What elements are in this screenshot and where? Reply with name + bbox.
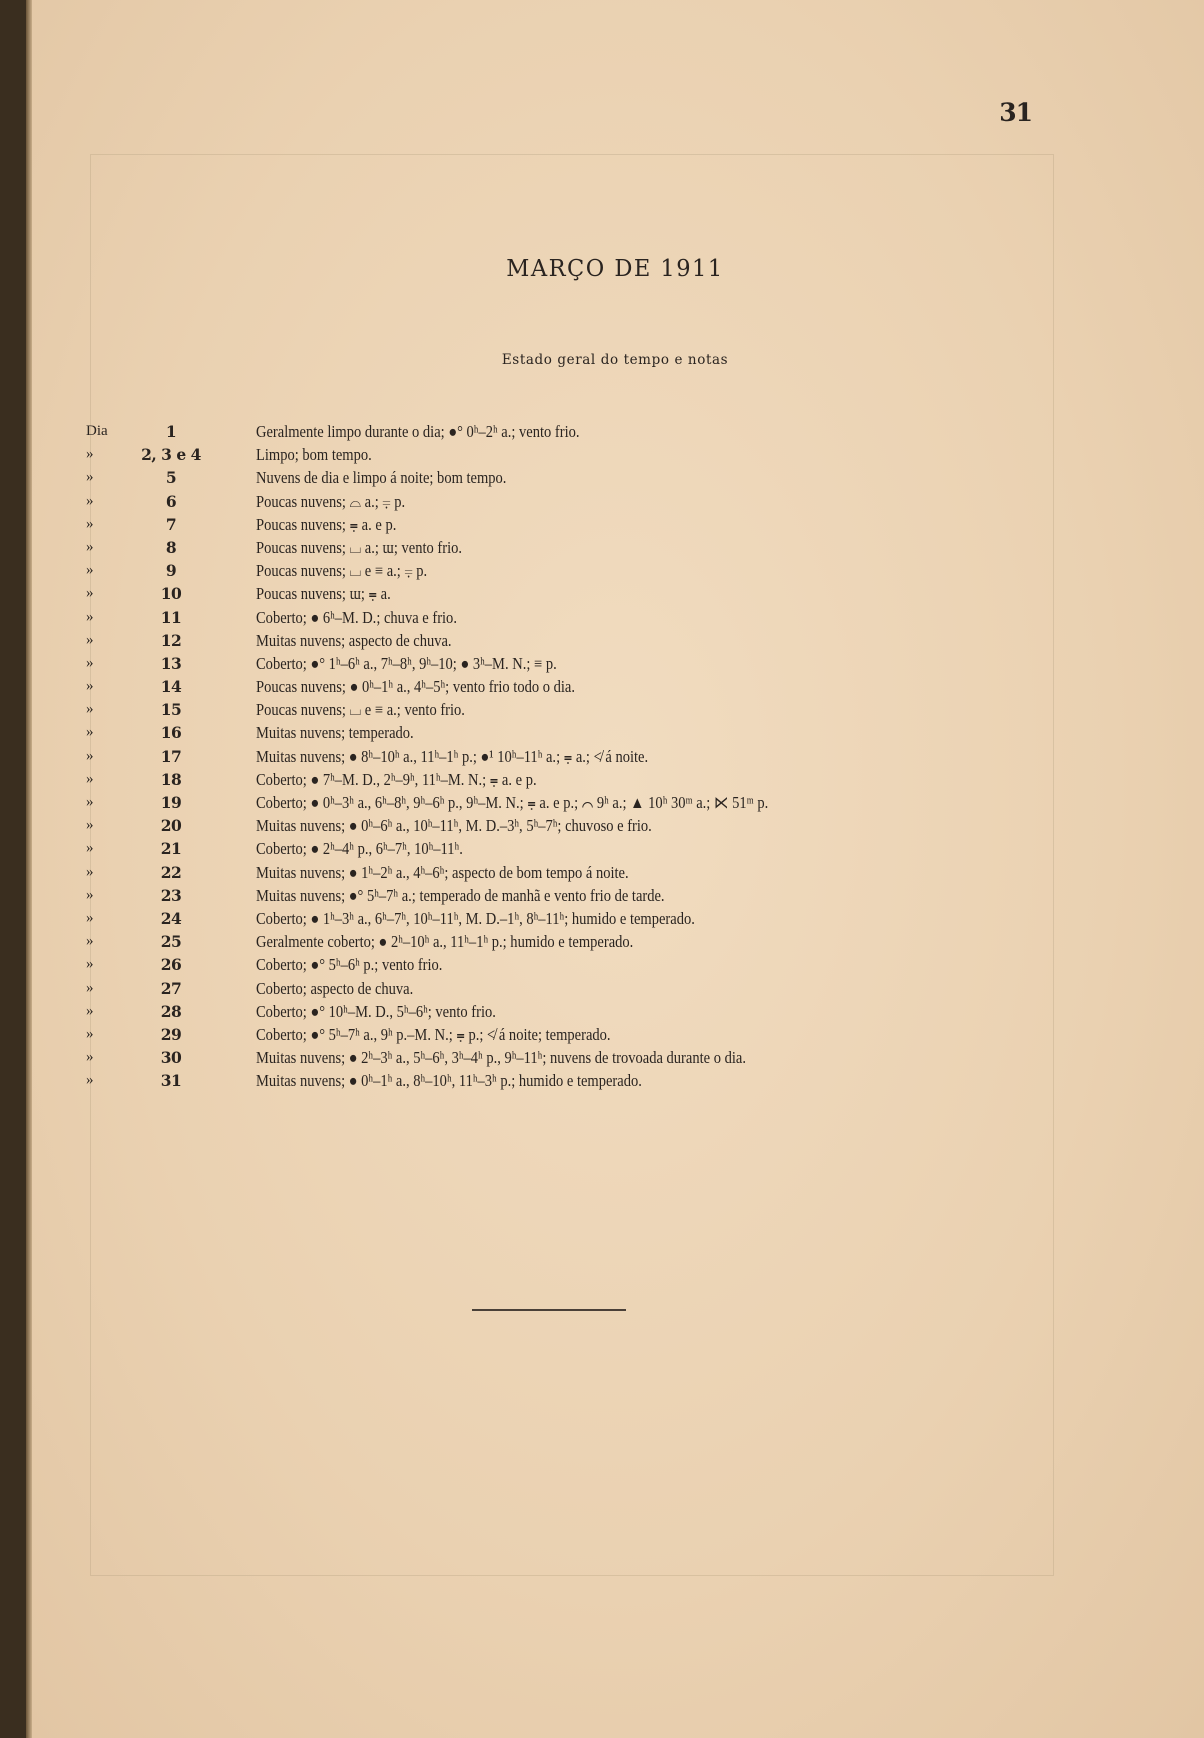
day-number: 27 xyxy=(160,978,182,998)
day-prefix: » xyxy=(86,538,94,555)
weather-note: Poucas nuvens; ⌴ e ≡ a.; ⩦ p. xyxy=(256,561,428,581)
weather-note: Muitas nuvens; ● 1ʰ–2ʰ a., 4ʰ–6ʰ; aspecto de bom tempo á noite. xyxy=(256,862,629,882)
list-item xyxy=(86,606,1046,629)
list-item xyxy=(86,1069,1046,1092)
day-prefix: » xyxy=(86,747,94,764)
list-item xyxy=(86,1046,1046,1069)
day-prefix: » xyxy=(86,863,94,880)
day-prefix: Dia xyxy=(86,423,108,439)
weather-note: Muitas nuvens; ● 0ʰ–1ʰ a., 8ʰ–10ʰ, 11ʰ–3ʰ p.; humido e temperado. xyxy=(256,1071,642,1091)
list-item xyxy=(86,490,1046,513)
list-item xyxy=(86,466,1046,489)
day-number: 17 xyxy=(160,746,182,766)
day-prefix: » xyxy=(86,585,94,602)
list-item xyxy=(86,721,1046,744)
day-prefix: » xyxy=(86,701,94,718)
document-page xyxy=(26,0,1204,1738)
list-item xyxy=(86,582,1046,605)
list-item xyxy=(86,884,1046,907)
weather-note: Coberto; aspecto de chuva. xyxy=(256,978,414,998)
day-number: 6 xyxy=(165,491,177,511)
page-number: 31 xyxy=(999,98,1032,127)
weather-note: Coberto; ● 6ʰ–M. D.; chuva e frio. xyxy=(256,607,457,627)
day-prefix: » xyxy=(86,562,94,579)
day-prefix: » xyxy=(86,654,94,671)
day-number: 12 xyxy=(160,630,182,650)
day-number: 21 xyxy=(160,839,182,859)
day-number: 1 xyxy=(165,422,177,441)
list-item xyxy=(86,629,1046,652)
list-item xyxy=(86,768,1046,791)
weather-note: Poucas nuvens; ⌴ e ≡ a.; vento frio. xyxy=(256,700,465,720)
list-item xyxy=(86,698,1046,721)
list-item xyxy=(86,953,1046,976)
day-prefix: » xyxy=(86,1025,94,1042)
list-item xyxy=(86,791,1046,814)
weather-note: Coberto; ● 2ʰ–4ʰ p., 6ʰ–7ʰ, 10ʰ–11ʰ. xyxy=(256,839,463,859)
day-number: 5 xyxy=(165,468,177,488)
day-number: 14 xyxy=(160,677,182,697)
weather-note: Muitas nuvens; temperado. xyxy=(256,723,414,743)
day-prefix: » xyxy=(86,794,94,810)
day-prefix: » xyxy=(86,909,94,926)
day-prefix: » xyxy=(86,631,94,648)
day-number: 20 xyxy=(160,816,182,836)
day-prefix: » xyxy=(86,678,94,695)
day-prefix: » xyxy=(86,469,94,486)
day-number: 24 xyxy=(160,908,182,928)
day-number: 7 xyxy=(165,514,177,534)
day-number: 11 xyxy=(160,607,182,627)
day-prefix: » xyxy=(86,1049,94,1066)
weather-note: Poucas nuvens; ɯ; ⩦ a. xyxy=(256,584,391,604)
weather-note: Coberto; ● 0ʰ–3ʰ a., 6ʰ–8ʰ, 9ʰ–6ʰ p., 9ʰ–M. N.; ⩦ a. e p.; ⌒ 9ʰ a.; ▲ 10ʰ 30ᵐ a.; ⋉ 51ᵐ p. xyxy=(256,793,769,812)
list-item xyxy=(86,675,1046,698)
day-prefix: » xyxy=(86,515,94,532)
day-number: 8 xyxy=(165,537,177,557)
weather-note: Poucas nuvens; ⌴ a.; ɯ; vento frio. xyxy=(256,537,463,557)
weather-note: Muitas nuvens; ●° 5ʰ–7ʰ a.; temperado de manhã e vento frio de tarde. xyxy=(256,885,665,905)
day-prefix: » xyxy=(86,724,94,741)
day-number: 30 xyxy=(160,1048,182,1068)
day-prefix: » xyxy=(86,979,94,996)
day-number: 31 xyxy=(160,1071,182,1091)
day-prefix: » xyxy=(86,956,94,973)
weather-note: Coberto; ●° 1ʰ–6ʰ a., 7ʰ–8ʰ, 9ʰ–10; ● 3ʰ–M. N.; ≡ p. xyxy=(256,653,557,673)
day-number: 15 xyxy=(160,700,182,720)
weather-note: Coberto; ● 7ʰ–M. D., 2ʰ–9ʰ, 11ʰ–M. N.; ⩦ a. e p. xyxy=(256,769,537,789)
day-prefix: » xyxy=(86,817,94,834)
day-prefix: » xyxy=(86,840,94,857)
weather-note: Coberto; ●° 5ʰ–6ʰ p.; vento frio. xyxy=(256,955,443,975)
day-prefix: » xyxy=(86,886,94,903)
list-item xyxy=(86,1023,1046,1046)
weather-note: Limpo; bom tempo. xyxy=(256,445,372,465)
list-item xyxy=(86,1000,1046,1023)
day-number: 26 xyxy=(160,955,182,975)
list-item xyxy=(86,420,1046,443)
day-number: 22 xyxy=(160,862,182,882)
day-number: 25 xyxy=(160,932,182,952)
list-item xyxy=(86,977,1046,1000)
list-item xyxy=(86,559,1046,582)
weather-note: Geralmente limpo durante o dia; ●° 0ʰ–2ʰ a.; vento frio. xyxy=(256,422,580,441)
closing-rule xyxy=(472,1309,626,1311)
day-prefix: » xyxy=(86,446,94,463)
weather-note: Muitas nuvens; ● 8ʰ–10ʰ a., 11ʰ–1ʰ p.; ●¹ 10ʰ–11ʰ a.; ⩦ a.; ≮ á noite. xyxy=(256,746,649,766)
day-number: 10 xyxy=(160,584,182,604)
day-number: 2, 3 e 4 xyxy=(141,445,201,465)
page-subtitle: Estado geral do tempo e notas xyxy=(501,352,729,368)
day-number: 16 xyxy=(160,723,182,743)
list-item xyxy=(86,536,1046,559)
day-number: 19 xyxy=(160,793,182,812)
list-item xyxy=(86,745,1046,768)
day-prefix: » xyxy=(86,933,94,950)
day-prefix: » xyxy=(86,1002,94,1019)
day-number: 13 xyxy=(160,653,182,673)
page-title: MARÇO DE 1911 xyxy=(506,256,724,282)
weather-note: Poucas nuvens; ⌓ a.; ⩦ p. xyxy=(256,491,406,511)
day-number: 9 xyxy=(165,561,177,581)
list-item xyxy=(86,930,1046,953)
weather-notes-list xyxy=(86,420,1046,1092)
weather-note: Poucas nuvens; ⩦ a. e p. xyxy=(256,514,397,534)
weather-note: Coberto; ●° 10ʰ–M. D., 5ʰ–6ʰ; vento frio. xyxy=(256,1001,496,1021)
day-number: 28 xyxy=(160,1001,182,1021)
weather-note: Geralmente coberto; ● 2ʰ–10ʰ a., 11ʰ–1ʰ p.; humido e temperado. xyxy=(256,932,634,952)
list-item xyxy=(86,443,1046,466)
day-prefix: » xyxy=(86,770,94,787)
day-prefix: » xyxy=(86,608,94,625)
day-prefix: » xyxy=(86,492,94,509)
list-item xyxy=(86,513,1046,536)
list-item xyxy=(86,652,1046,675)
day-number: 18 xyxy=(160,769,182,789)
weather-note: Nuvens de dia e limpo á noite; bom tempo. xyxy=(256,468,507,488)
weather-note: Coberto; ●° 5ʰ–7ʰ a., 9ʰ p.–M. N.; ⩦ p.; ≮ á noite; temperado. xyxy=(256,1024,611,1044)
weather-note: Coberto; ● 1ʰ–3ʰ a., 6ʰ–7ʰ, 10ʰ–11ʰ, M. D.–1ʰ, 8ʰ–11ʰ; humido e temperado. xyxy=(256,908,695,928)
list-item xyxy=(86,837,1046,860)
page-binding-edge xyxy=(26,0,32,1738)
list-item xyxy=(86,861,1046,884)
weather-note: Poucas nuvens; ● 0ʰ–1ʰ a., 4ʰ–5ʰ; vento frio todo o dia. xyxy=(256,677,576,697)
weather-note: Muitas nuvens; aspecto de chuva. xyxy=(256,630,452,650)
list-item xyxy=(86,907,1046,930)
list-item xyxy=(86,814,1046,837)
weather-note: Muitas nuvens; ● 0ʰ–6ʰ a., 10ʰ–11ʰ, M. D.–3ʰ, 5ʰ–7ʰ; chuvoso e frio. xyxy=(256,816,652,836)
day-number: 29 xyxy=(160,1024,182,1044)
day-number: 23 xyxy=(160,885,182,905)
day-prefix: » xyxy=(86,1072,94,1089)
weather-note: Muitas nuvens; ● 2ʰ–3ʰ a., 5ʰ–6ʰ, 3ʰ–4ʰ p., 9ʰ–11ʰ; nuvens de trovoada durante o dia. xyxy=(256,1048,746,1068)
